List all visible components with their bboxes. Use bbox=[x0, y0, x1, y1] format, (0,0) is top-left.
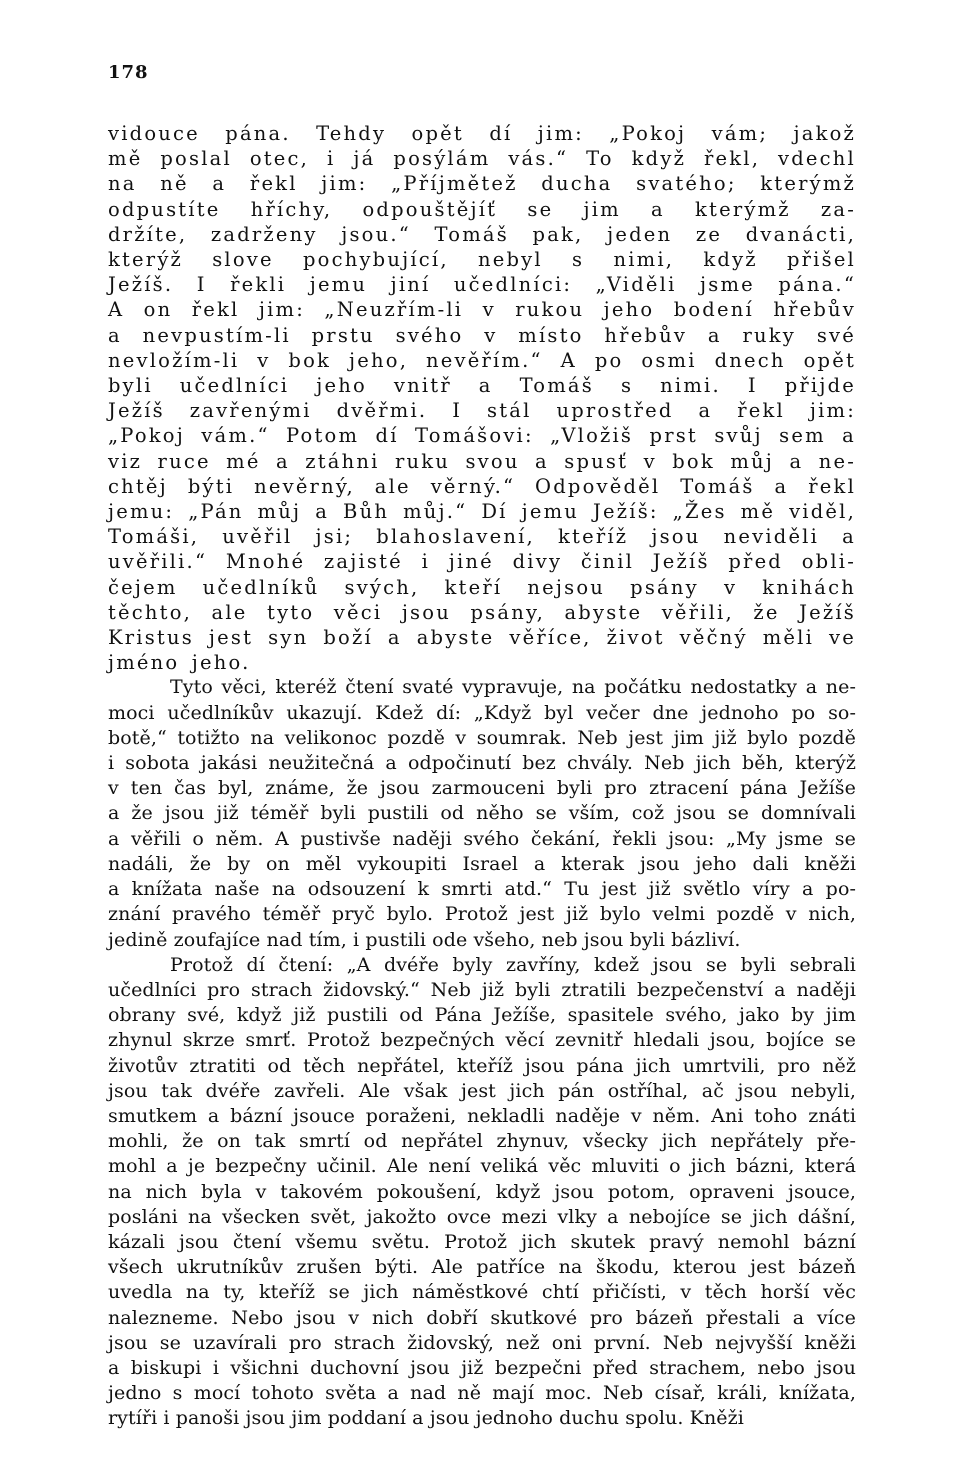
text-line: a věřili o něm. A pustivše naději svého čekání, řekli jsou: „My jsme se bbox=[108, 827, 856, 850]
text-line: nevložím-li v bok jeho, nevěřím.“ A po osmi dnech opět bbox=[108, 348, 856, 372]
text-line: Tyto věci, kteréž čtení svaté vypravuje, na počátku nedostatky a ne- bbox=[170, 676, 856, 699]
text-line: odpustíte hříchy, odpouštějíť se jim a kterýmž za- bbox=[108, 197, 856, 221]
text-line: vidouce pána. Tehdy opět dí jim: „Pokoj vám; jakož bbox=[108, 122, 856, 145]
text-line: na ně a řekl jim: „Příjmětež ducha svatého; kterýmž bbox=[108, 172, 856, 196]
gospel-quotation bbox=[108, 121, 856, 675]
text-line: čejem učedlníků svých, kteří nejsou psány v knihách bbox=[108, 575, 856, 599]
text-line: moci učedlníkův ukazují. Kdež dí: „Když byl večer dne jednoho po so- bbox=[108, 701, 856, 724]
text-line: zhynul skrze smrť. Protož bezpečných věcí zevnitř hledali jsou, bojíce se bbox=[108, 1029, 856, 1052]
text-line: jemu: „Pán můj a Bůh můj.“ Dí jemu Ježíš: „Žes mě viděl, bbox=[108, 500, 856, 524]
text-line: A on řekl jim: „Neuzřím-li v rukou jeho bodení hřebův bbox=[108, 298, 856, 322]
text-line: těchto, ale tyto věci jsou psány, abyste věřili, že Ježíš bbox=[108, 600, 856, 624]
text-line: učedlníci pro strach židovský.“ Neb již byli ztratili bezpečenství a naději bbox=[108, 978, 856, 1001]
text-line: a biskupi i všichni duchovní jsou již bezpečni před strachem, nebo jsou bbox=[108, 1356, 856, 1379]
text-line: uvedla na ty, kteříž se jich náměstkové chtí přičísti, v těch horší věc bbox=[108, 1281, 856, 1304]
text-line: kázali jsou čtení všemu světu. Protož jich skutek pravý nemohl bázní bbox=[108, 1230, 856, 1253]
text-line: uvěřili.“ Mnohé zajisté i jiné divy činil Ježíš před obli- bbox=[108, 550, 856, 574]
text-line: botě,“ totižto na velikonoc pozdě v soumrak. Neb jest jim již bylo pozdě bbox=[108, 726, 856, 749]
text-line: obrany své, když již pustili od Pána Ježíše, spasitele svého, jako by jim bbox=[108, 1004, 856, 1027]
text-line: Ježíš zavřenými dvěřmi. I stál uprostřed a řekl jim: bbox=[108, 399, 856, 423]
text-line: jedině zoufajíce nad tím, i pustili ode všeho, neb jsou byli bázliví. bbox=[108, 928, 741, 951]
text-line: v ten čas byl, známe, že jsou zarmouceni byli pro ztracení pána Ježíše bbox=[108, 777, 856, 800]
text-line: Protož dí čtení: „A dvéře byly zavříny, kdež jsou se byli sebrali bbox=[170, 953, 856, 976]
text-line: jsou se uzavírali pro strach židovský, než oni první. Neb nejvyšší kněži bbox=[108, 1331, 856, 1354]
text-line: mohl a je bezpečny učinil. Ale není veliká věc mluviti o jich bázni, která bbox=[108, 1155, 856, 1178]
text-line: mě poslal otec, i já posýlám vás.“ To když řekl, vdechl bbox=[108, 147, 856, 171]
text-line: i sobota jakási neužitečná a odpočinutí bez chvály. Neb jich běh, kterýž bbox=[108, 752, 856, 775]
text-line: jsou tak dvéře zavřeli. Ale však jest jich pán ostříhal, ač jsou nebyli, bbox=[108, 1079, 856, 1102]
text-line: držíte, zadrženy jsou.“ Tomáš pak, jeden ze dvanácti, bbox=[108, 222, 856, 246]
text-line: mohli, že on tak smrtí od nepřátel zhynuv, všecky jich nepřátely pře- bbox=[108, 1130, 856, 1153]
text-line: posláni na všecken svět, jakožto ovce mezi vlky a nebojíce se jich dášní, bbox=[108, 1205, 856, 1228]
text-line: životův ztratiti od těch nepřátel, kteříž jsou pána jich umrtvili, pro něž bbox=[108, 1054, 856, 1077]
text-line: Ježíš. I řekli jemu jiní učedlníci: „Viděli jsme pána.“ bbox=[108, 273, 856, 297]
text-line: smutkem a bázní jsouce poraženi, nekladli naděje v něm. Ani toho znáti bbox=[108, 1104, 856, 1127]
text-line: nadáli, že by on měl vykoupiti Israel a kterak jsou jeho dali kněži bbox=[108, 852, 856, 875]
page-number: 178 bbox=[108, 62, 149, 83]
text-line: viz ruce mé a ztáhni ruku svou a spusť v bok můj a ne- bbox=[108, 449, 856, 473]
text-line: Tomáši, uvěřil jsi; blahoslavení, kteříž jsou neviděli a bbox=[108, 525, 856, 549]
text-line: byli učedlníci jeho vnitř a Tomáš s nimi. I přijde bbox=[108, 374, 856, 398]
text-line: jedno s mocí tohoto světa a nad ně mají moc. Neb císař, králi, knížata, bbox=[108, 1382, 856, 1405]
text-line: všech ukrutníkův zrušen býti. Ale patříce na škodu, kterou jest bázeň bbox=[108, 1256, 856, 1279]
book-page bbox=[108, 62, 856, 1432]
text-line: na nich byla v takovém pokoušení, když jsou potom, opraveni jsouce, bbox=[108, 1180, 856, 1203]
text-line: a knížata naše na odsouzení k smrti atd.“ Tu jest již světlo víry a po- bbox=[108, 878, 856, 901]
text-line: „Pokoj vám.“ Potom dí Tomášovi: „Vložiš prst svůj sem a bbox=[108, 424, 856, 448]
text-line: Kristus jest syn boží a abyste věříce, život věčný měli ve bbox=[108, 626, 856, 650]
text-line: a nevpustím-li prstu svého v místo hřebův a ruky své bbox=[108, 323, 856, 347]
text-line: kterýž slove pochybující, nebyl s nimi, když přišel bbox=[108, 248, 856, 272]
text-line: chtěj býti nevěrný, ale věrný.“ Odpověděl Tomáš a řekl bbox=[108, 474, 856, 498]
text-line: znání pravého téměř pryč bylo. Protož jest již bylo velmi pozdě v nich, bbox=[108, 903, 856, 926]
commentary-paragraph-2 bbox=[108, 953, 856, 1432]
text-line: rytíři i panoši jsou jim poddaní a jsou jednoho duchu spolu. Kněži bbox=[108, 1407, 744, 1430]
text-line: nalezneme. Nebo jsou v nich dobří skutkové pro bázeň přestali a více bbox=[108, 1306, 856, 1329]
commentary-paragraph-1 bbox=[108, 675, 856, 952]
text-line: a že jsou již téměř byli pustili od něho se vším, což jsou se domnívali bbox=[108, 802, 856, 825]
text-line: jméno jeho. bbox=[108, 651, 251, 675]
